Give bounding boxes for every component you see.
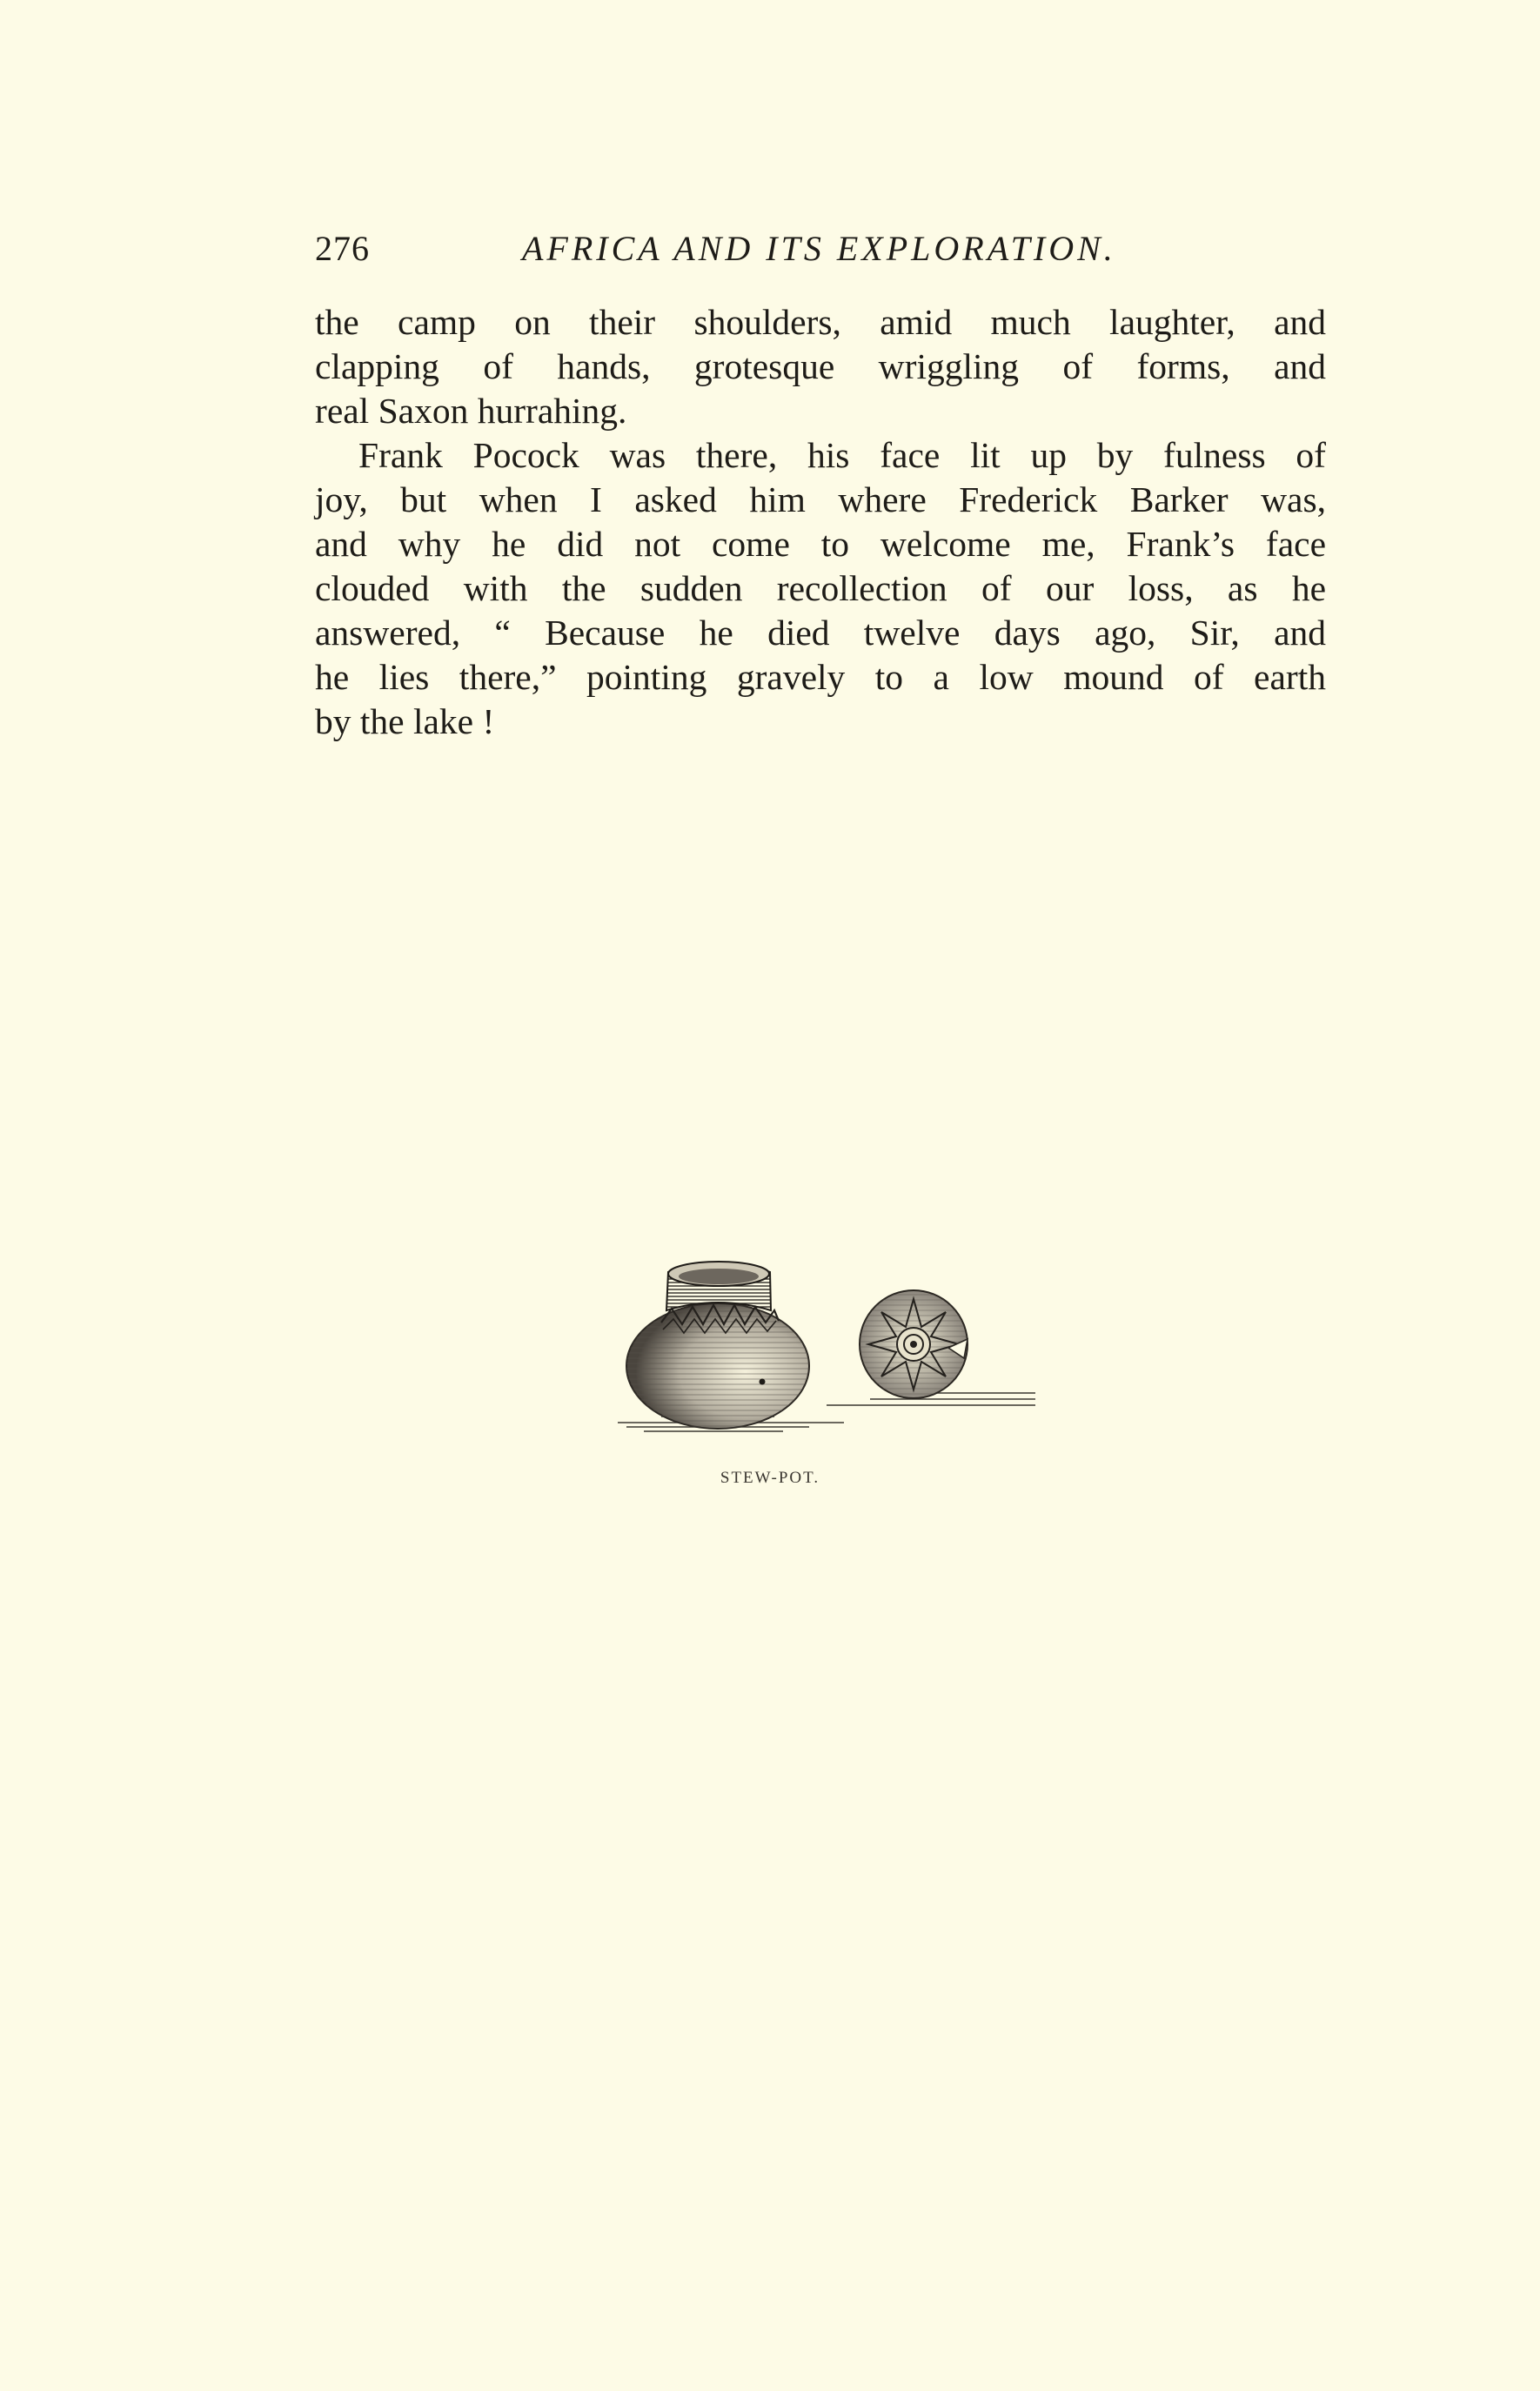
- text-line: clapping of hands, grotesque wriggling of forms, and: [315, 346, 1326, 386]
- text-line: answered, “ Because he died twelve days ago, Sir, and: [315, 613, 1326, 653]
- text-line: clouded with the sudden recollection of our loss, as he: [315, 568, 1326, 608]
- body-text: [315, 300, 1326, 744]
- page-number: 276: [315, 229, 370, 268]
- text-line: real Saxon hurrahing.: [315, 391, 627, 431]
- stew-pot-illustration: [609, 1236, 1044, 1444]
- running-title: AFRICA AND ITS EXPLORATION.: [522, 229, 1116, 268]
- text-line: joy, but when I asked him where Frederick Barker was,: [315, 479, 1326, 519]
- text-line: and why he did not come to welcome me, Frank’s face: [315, 524, 1326, 564]
- text-line: Frank Pocock was there, his face lit up by fulness of: [358, 435, 1326, 475]
- text-line: the camp on their shoulders, amid much laughter, and: [315, 302, 1326, 342]
- figure-caption: STEW-POT.: [720, 1469, 820, 1487]
- text-line: he lies there,” pointing gravely to a low mound of earth: [315, 657, 1326, 697]
- stew-pot-engraving: [609, 1236, 1044, 1444]
- text-line: by the lake !: [315, 701, 495, 741]
- running-head: [315, 228, 1326, 273]
